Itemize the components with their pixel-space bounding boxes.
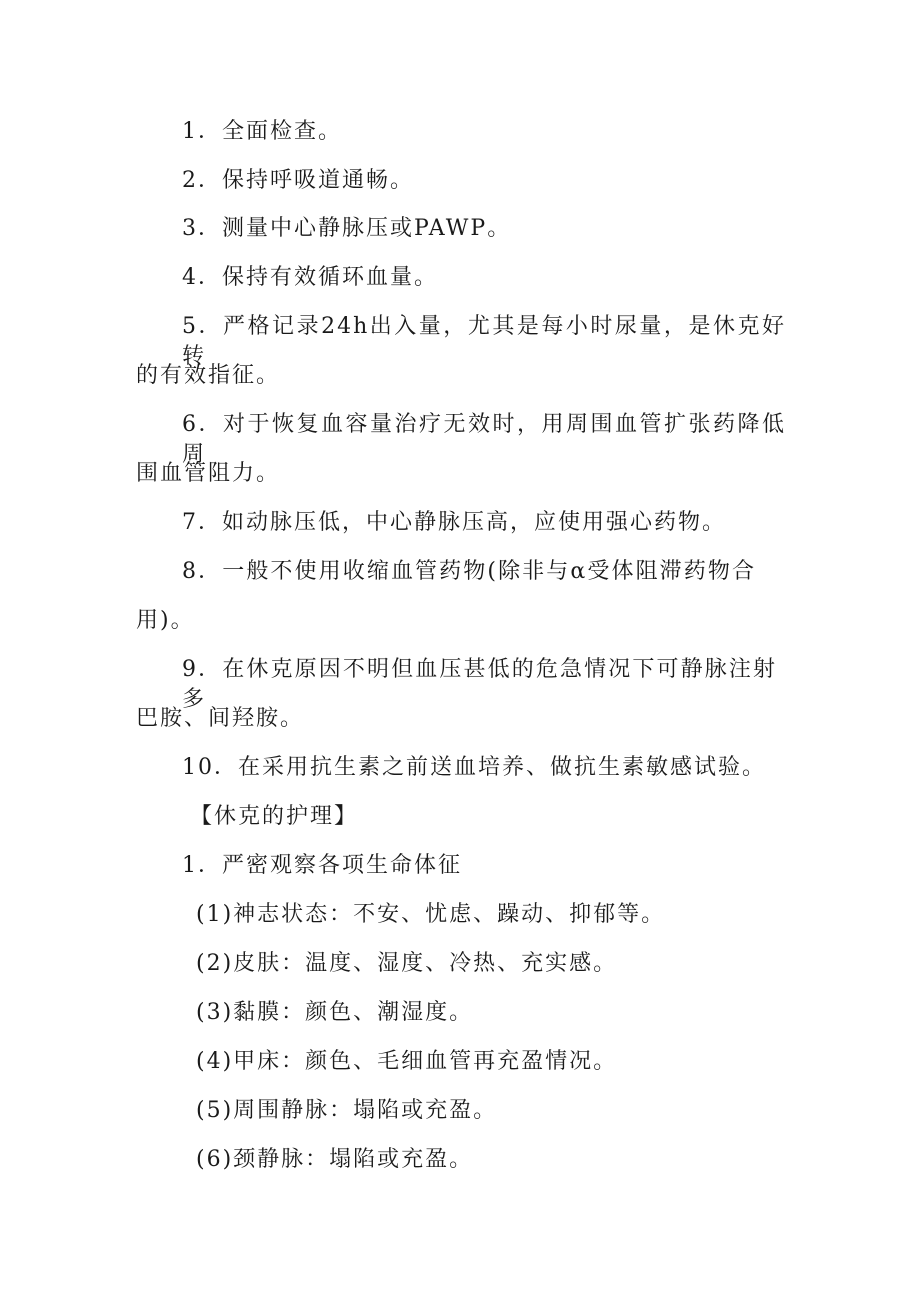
observation-item-6: (6)颈静脉：塌陷或充盈。 (196, 1147, 474, 1172)
item-number: 8 (182, 559, 198, 584)
item-text: ．严密观察各项生命体征 (198, 853, 463, 878)
item-text: ．一般不使用收缩血管药物(除非与α受体阻滞药物合 (198, 559, 756, 584)
item-text: ．对于恢复血容量治疗无效时，用周围血管扩张药降低周 (182, 412, 786, 467)
item-number: 7 (182, 510, 198, 535)
treatment-item-8 (182, 557, 756, 587)
treatment-item-1 (182, 117, 342, 147)
item-text: ．在休克原因不明但血压甚低的危急情况下可静脉注射多 (182, 657, 777, 712)
treatment-item-4 (182, 263, 438, 293)
observation-item-4: (4)甲床：颜色、毛细血管再充盈情况。 (196, 1049, 618, 1074)
item-number: 2 (182, 168, 198, 193)
item-number: 10 (182, 755, 214, 780)
item-number: 5 (182, 314, 198, 339)
item-number: 9 (182, 657, 198, 682)
item-number: 4 (182, 265, 198, 290)
treatment-item-10 (182, 753, 766, 783)
treatment-item-6-continuation: 围血管阻力。 (136, 461, 281, 486)
item-text: ．在采用抗生素之前送血培养、做抗生素敏感试验。 (214, 755, 767, 780)
treatment-item-2 (182, 166, 414, 196)
observation-item-5: (5)周围静脉：塌陷或充盈。 (196, 1098, 498, 1123)
item-text: ．如动脉压低，中心静脉压高，应使用强心药物。 (198, 510, 727, 535)
item-number: 6 (182, 412, 198, 437)
observation-item-3: (3)黏膜：颜色、潮湿度。 (196, 1000, 474, 1025)
treatment-item-3 (182, 214, 511, 244)
nursing-item-1 (182, 851, 462, 881)
item-text: ．保持有效循环血量。 (198, 265, 439, 290)
observation-item-2: (2)皮肤：温度、湿度、冷热、充实感。 (196, 951, 618, 976)
treatment-item-9-continuation: 巴胺、间羟胺。 (136, 706, 305, 731)
nursing-section-heading: 【休克的护理】 (190, 804, 359, 829)
item-text: ．测量中心静脉压或PAWP。 (198, 216, 512, 241)
item-text: ．严格记录24h出入量，尤其是每小时尿量，是休克好转 (182, 314, 786, 369)
item-text: ．保持呼吸道通畅。 (198, 168, 415, 193)
item-number: 1 (182, 853, 198, 878)
observation-item-1: (1)神志状态：不安、忧虑、躁动、抑郁等。 (196, 902, 666, 927)
treatment-item-7 (182, 508, 726, 538)
item-number: 3 (182, 216, 198, 241)
item-number: 1 (182, 119, 198, 144)
treatment-item-5-continuation: 的有效指征。 (136, 363, 281, 388)
item-text: ．全面检查。 (198, 119, 343, 144)
treatment-item-8-continuation: 用)。 (136, 608, 195, 633)
